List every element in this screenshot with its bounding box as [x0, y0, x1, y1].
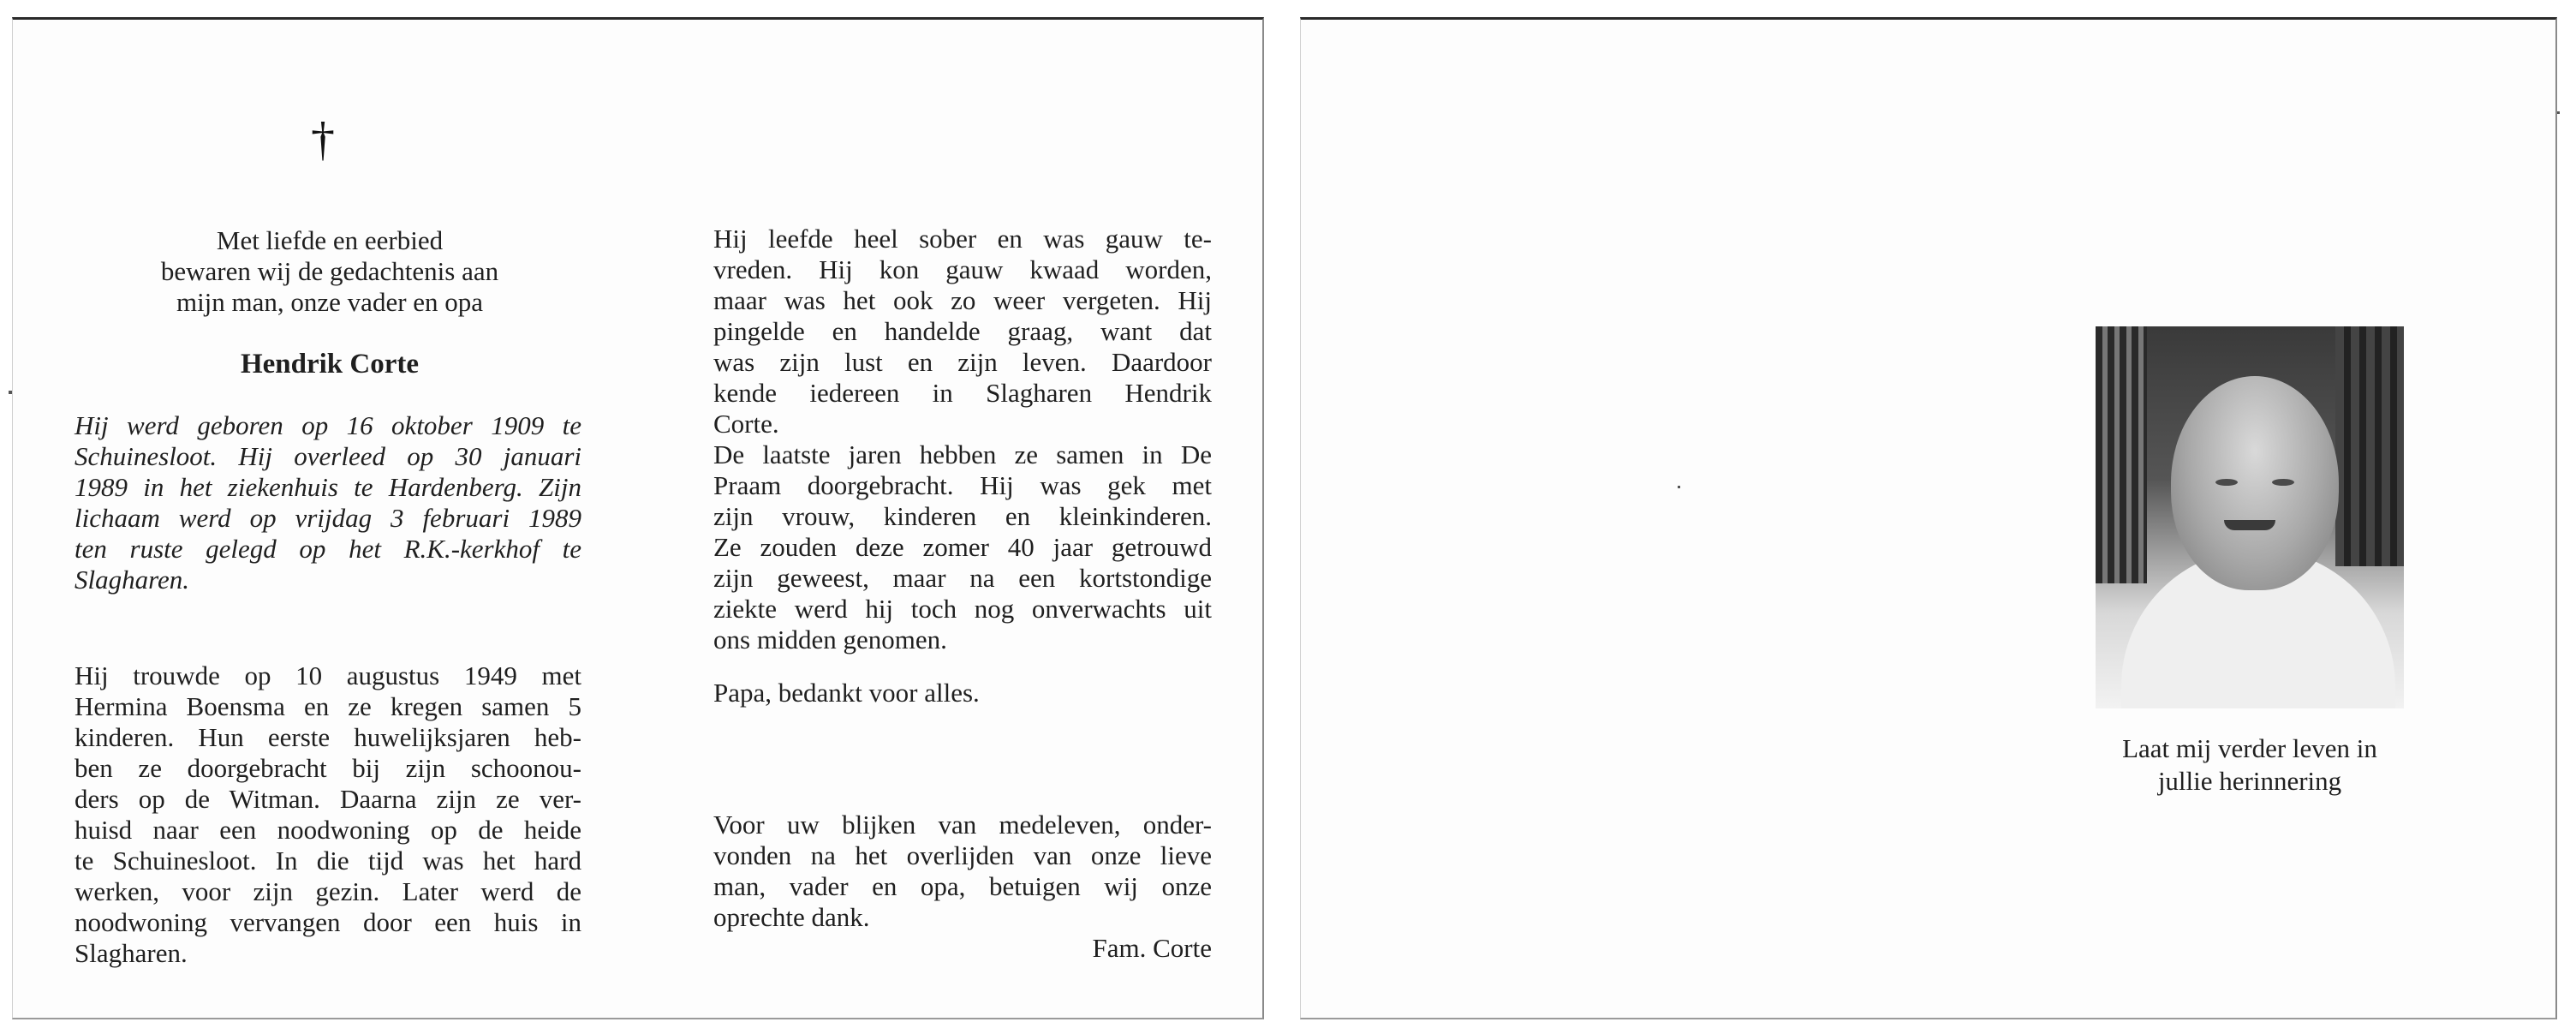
gratitude-line: vonden na het overlijden van onze lieve — [713, 840, 1212, 870]
life-line: maar was het ook zo weer vergeten. Hij — [713, 285, 1212, 315]
marriage-paragraph — [75, 660, 581, 969]
photo-mouth — [2224, 520, 2275, 530]
life-line: vreden. Hij kon gauw kwaad worden, — [713, 254, 1212, 284]
photo-caption — [2046, 732, 2454, 798]
intro-text — [56, 225, 604, 318]
photo-eye-left — [2215, 479, 2238, 486]
marriage-line: Slagharen. — [75, 938, 188, 968]
thanks-papa-text: Papa, bedankt voor alles. — [713, 678, 980, 708]
gratitude-line: oprechte dank. — [713, 902, 870, 932]
scan-speck — [2557, 111, 2560, 114]
marriage-line: noodwoning vervangen door een huis in — [75, 907, 581, 937]
bio-line: lichaam werd op vrijdag 3 februari 1989 — [75, 503, 581, 533]
photo-background-left — [2096, 326, 2147, 583]
gratitude-line: Voor uw blijken van medeleven, onder- — [713, 810, 1212, 840]
scan-speck — [9, 391, 12, 394]
biography-paragraph — [75, 410, 581, 595]
bio-line: ten ruste gelegd op het R.K.-kerkhof te — [75, 534, 581, 564]
paper-speck — [1678, 486, 1680, 488]
photo-eye-right — [2272, 479, 2294, 486]
memorial-card-left-panel — [12, 17, 1264, 1019]
life-paragraph — [713, 224, 1212, 655]
family-signature: Fam. Corte — [1092, 933, 1212, 963]
intro-line: bewaren wij de gedachtenis aan — [160, 256, 499, 286]
gratitude-line: man, vader en opa, betuigen wij onze — [713, 871, 1212, 901]
bio-line: Schuinesloot. Hij overleed op 30 januari — [75, 441, 581, 471]
marriage-line: kinderen. Hun eerste huwelijksjaren heb- — [75, 722, 581, 752]
life-line: Corte. — [713, 409, 779, 439]
life-line: pingelde en handelde graag, want dat — [713, 316, 1212, 346]
photo-face — [2171, 376, 2339, 590]
life-line: De laatste jaren hebben ze samen in De — [713, 439, 1212, 469]
life-line: was zijn lust en zijn leven. Daardoor — [713, 347, 1212, 377]
life-line: ziekte werd hij toch nog onverwachts uit — [713, 594, 1212, 624]
bio-line: Slagharen. — [75, 565, 190, 595]
caption-line: jullie herinnering — [2157, 766, 2342, 796]
life-line: zijn geweest, maar na een kortstondige — [713, 563, 1212, 593]
marriage-line: werken, voor zijn gezin. Later werd de — [75, 876, 581, 906]
life-line: Ze zouden deze zomer 40 jaar getrouwd — [713, 532, 1212, 562]
life-line: Praam doorgebracht. Hij was gek met — [713, 470, 1212, 500]
bio-line: 1989 in het ziekenhuis te Hardenberg. Zijn — [75, 472, 581, 502]
marriage-line: Hij trouwde op 10 augustus 1949 met — [75, 660, 581, 690]
life-line: kende iedereen in Slagharen Hendrik — [713, 378, 1212, 408]
life-line: zijn vrouw, kinderen en kleinkinderen. — [713, 501, 1212, 531]
memorial-card-right-panel — [1300, 17, 2557, 1019]
life-line: Hij leefde heel sober en was gauw te- — [713, 224, 1212, 254]
marriage-line: te Schuinesloot. In die tijd was het hard — [75, 846, 581, 876]
cross-icon: † — [311, 113, 335, 166]
marriage-line: ders op de Witman. Daarna zijn ze ver- — [75, 784, 581, 814]
bio-line: Hij werd geboren op 16 oktober 1909 te — [75, 410, 581, 440]
marriage-line: ben ze doorgebracht bij zijn schoonou- — [75, 753, 581, 783]
photo-background-right — [2335, 326, 2404, 566]
gratitude-paragraph — [713, 810, 1212, 933]
marriage-line: huisd naar een noodwoning op de heide — [75, 815, 581, 845]
portrait-photo-icon — [2096, 326, 2404, 708]
life-line: ons midden genomen. — [713, 625, 947, 654]
deceased-name: Hendrik Corte — [240, 349, 420, 380]
intro-line: Met liefde en eerbied — [216, 225, 444, 255]
marriage-line: Hermina Boensma en ze kregen samen 5 — [75, 691, 581, 721]
intro-line: mijn man, onze vader en opa — [176, 287, 484, 317]
caption-line: Laat mij verder leven in — [2122, 733, 2377, 763]
